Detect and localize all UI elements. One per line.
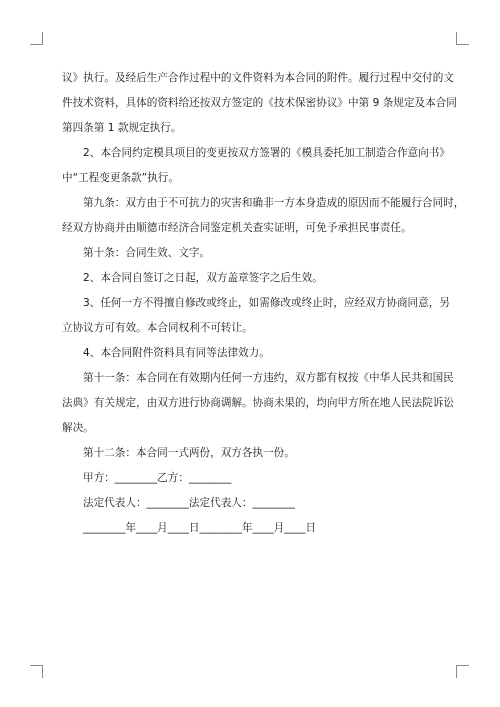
- text-line: 4、本合同附件资料具有同等法律效力。: [83, 347, 270, 359]
- signature-date-line: ________年____月____日________年____月____日: [83, 522, 317, 534]
- text-line: 法典》有关规定，由双方进行协商调解。协商未果的，均向甲方所在地人民法院诉讼: [62, 397, 454, 409]
- crop-mark-top-right: [456, 32, 469, 45]
- document-body: [62, 66, 465, 541]
- text-line: 中“工程变更条款”执行。: [62, 172, 179, 184]
- text-line: 立协议方可有效。本合同权利不可转让。: [62, 322, 253, 334]
- text-line: 议》执行。及经后生产合作过程中的文件资料为本合同的附件。履行过程中交付的文: [62, 72, 454, 84]
- signature-parties-line: 甲方：________乙方：________: [83, 472, 232, 484]
- text-line: 第九条：双方由于不可抗力的灾害和确非一方本身造成的原因而不能履行合同时，: [83, 197, 465, 209]
- text-line: 经双方协商并由顺德市经济合同鉴定机关查实证明，可免予承担民事责任。: [62, 222, 412, 234]
- crop-mark-bottom-left: [30, 665, 43, 678]
- crop-mark-top-left: [30, 32, 43, 45]
- text-line: 第十一条：本合同在有效期内任何一方违约，双方都有权按《中华人民共和国民: [83, 372, 454, 384]
- signature-representatives-line: 法定代表人：________法定代表人：________: [83, 497, 295, 509]
- text-line: 解决。: [62, 422, 94, 434]
- text-line: 第十条：合同生效、文字。: [83, 247, 211, 259]
- text-line: 3、任何一方不得擅自修改或终止，如需修改或终止时，应经双方协商同意，另: [83, 297, 450, 309]
- text-line: 第四条第 1 款规定执行。: [62, 122, 182, 134]
- text-line: 2、本合同约定模具项目的变更按双方签署的《模具委托加工制造合作意向书》: [83, 147, 450, 159]
- text-line: 件技术资料，具体的资料给还按双方签定的《技术保密协议》中第 9 条规定及本合同: [62, 97, 457, 109]
- text-line: 2、本合同自签订之日起，双方盖章签字之后生效。: [83, 272, 323, 284]
- text-line: 第十二条：本合同一式两份，双方各执一份。: [83, 447, 295, 459]
- crop-mark-bottom-right: [456, 665, 469, 678]
